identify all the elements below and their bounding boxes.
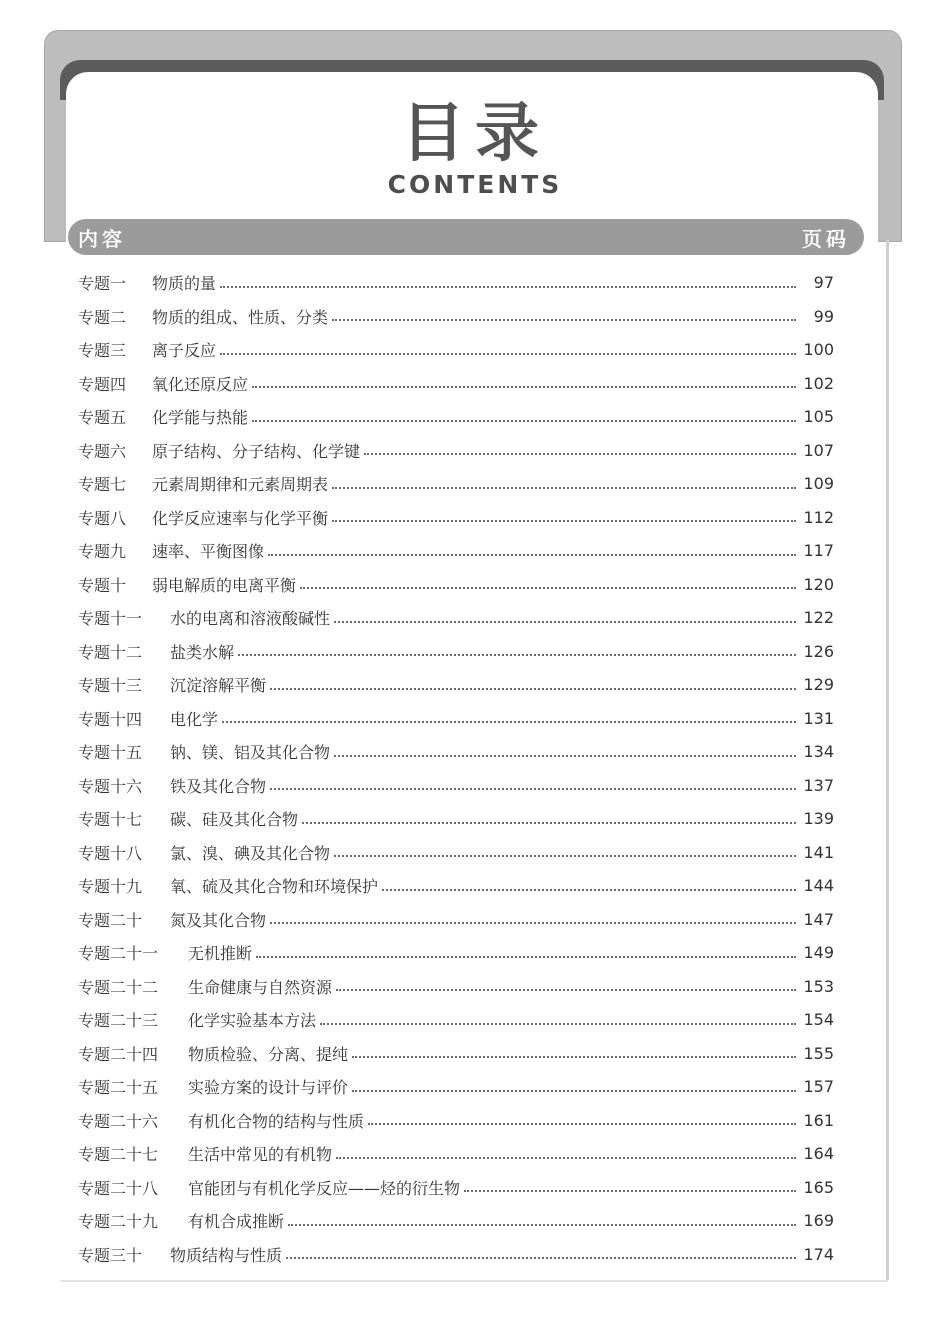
toc-entry-page: 109 (803, 474, 834, 494)
toc-entry[interactable] (78, 1238, 834, 1272)
right-edge-line (886, 240, 889, 1280)
toc-entry-title: 生命健康与自然资源 (188, 977, 333, 997)
dot-leader (352, 1090, 796, 1092)
toc-entry-page: 141 (803, 842, 834, 862)
bottom-edge-line (60, 1280, 888, 1282)
toc-entry-number: 专题二十六 (78, 1111, 159, 1131)
toc-entry-page: 117 (803, 541, 834, 561)
dot-leader (332, 520, 796, 522)
toc-entry-page: 126 (803, 641, 834, 661)
toc-entry[interactable] (78, 1171, 834, 1205)
dot-leader (270, 688, 796, 690)
toc-entry-number: 专题三 (78, 341, 127, 361)
toc-entry-page: 174 (803, 1244, 834, 1264)
toc-entry[interactable] (78, 400, 834, 434)
toc-entry-page: 137 (803, 775, 834, 795)
toc-entry-title: 有机合成推断 (188, 1212, 285, 1232)
toc-entry-number: 专题十五 (78, 743, 143, 763)
toc-entry-number: 专题二十五 (78, 1078, 159, 1098)
toc-entry-page: 153 (803, 976, 834, 996)
toc-entry[interactable] (78, 836, 834, 870)
dot-leader (334, 755, 796, 757)
header-content-label: 内容 (78, 226, 126, 251)
toc-entry-title: 碳、硅及其化合物 (170, 810, 299, 830)
toc-entry-number: 专题十 (78, 575, 127, 595)
toc-entry-title: 化学实验基本方法 (188, 1011, 317, 1031)
toc-entry-number: 专题七 (78, 475, 127, 495)
toc-entry-title: 物质的组成、性质、分类 (152, 307, 329, 327)
dot-leader (464, 1190, 796, 1192)
toc-entry-number: 专题十四 (78, 709, 143, 729)
toc-entry-title: 原子结构、分子结构、化学键 (152, 441, 361, 461)
toc-entry-number: 专题十六 (78, 776, 143, 796)
toc-entry-title: 化学能与热能 (152, 408, 249, 428)
toc-entry-page: 169 (803, 1211, 834, 1231)
dot-leader (382, 889, 796, 891)
toc-entry-page: 149 (803, 943, 834, 963)
toc-entry-number: 专题二十一 (78, 944, 159, 964)
toc-entry-title: 有机化合物的结构与性质 (188, 1111, 365, 1131)
dot-leader (336, 989, 796, 991)
toc-entry-page: 144 (803, 876, 834, 896)
toc-entry[interactable] (78, 601, 834, 635)
toc-entry[interactable] (78, 467, 834, 501)
toc-entry-title: 电化学 (170, 709, 219, 729)
toc-entry-title: 官能团与有机化学反应——烃的衍生物 (188, 1178, 461, 1198)
toc-entry[interactable] (78, 635, 834, 669)
toc-entry-title: 弱电解质的电离平衡 (152, 575, 297, 595)
toc-entry-number: 专题十九 (78, 877, 143, 897)
toc-entry-number: 专题十一 (78, 609, 143, 629)
dot-leader (270, 922, 796, 924)
toc-entry-page: 134 (803, 742, 834, 762)
toc-entry[interactable] (78, 1204, 834, 1238)
toc-entry-page: 129 (803, 675, 834, 695)
toc-entry-number: 专题一 (78, 274, 127, 294)
toc-entry-number: 专题四 (78, 374, 127, 394)
toc-entry-number: 专题八 (78, 508, 127, 528)
toc-entry-number: 专题二十七 (78, 1145, 159, 1165)
toc-entry-number: 专题二 (78, 307, 127, 327)
toc-entry-title: 铁及其化合物 (170, 776, 267, 796)
toc-entry[interactable] (78, 501, 834, 535)
toc-entry-number: 专题三十 (78, 1245, 143, 1265)
dot-leader (302, 822, 796, 824)
toc-entry-title: 氮及其化合物 (170, 910, 267, 930)
title-block (0, 98, 950, 200)
toc-entry-title: 盐类水解 (170, 642, 235, 662)
dot-leader (368, 1123, 796, 1125)
toc-entry-title: 氧、硫及其化合物和环境保护 (170, 877, 379, 897)
toc-entry-title: 生活中常见的有机物 (188, 1145, 333, 1165)
table-of-contents (78, 266, 834, 1271)
dot-leader (268, 554, 796, 556)
toc-entry[interactable] (78, 266, 834, 300)
toc-entry[interactable] (78, 735, 834, 769)
toc-entry[interactable] (78, 903, 834, 937)
toc-entry[interactable] (78, 434, 834, 468)
toc-entry-page: 112 (803, 507, 834, 527)
toc-entry-number: 专题九 (78, 542, 127, 562)
toc-entry[interactable] (78, 970, 834, 1004)
dot-leader (334, 855, 796, 857)
dot-leader (336, 1157, 796, 1159)
toc-header-bar (68, 219, 864, 255)
header-page-label: 页码 (802, 226, 850, 251)
toc-entry-title: 物质的量 (152, 274, 217, 294)
toc-entry-page: 147 (803, 909, 834, 929)
toc-entry[interactable] (78, 300, 834, 334)
toc-entry[interactable] (78, 936, 834, 970)
toc-entry-title: 物质检验、分离、提纯 (188, 1044, 349, 1064)
toc-entry-page: 157 (803, 1077, 834, 1097)
dot-leader (364, 453, 796, 455)
toc-entry-page: 122 (803, 608, 834, 628)
toc-entry-number: 专题五 (78, 408, 127, 428)
dot-leader (286, 1257, 796, 1259)
dot-leader (352, 1056, 796, 1058)
dot-leader (300, 587, 796, 589)
toc-entry-title: 速率、平衡图像 (152, 542, 265, 562)
toc-entry-title: 物质结构与性质 (170, 1245, 283, 1265)
toc-entry[interactable] (78, 702, 834, 736)
dot-leader (222, 721, 796, 723)
dot-leader (220, 286, 796, 288)
toc-entry-title: 水的电离和溶液酸碱性 (170, 609, 331, 629)
toc-entry-page: 105 (803, 407, 834, 427)
toc-entry-title: 氯、溴、碘及其化合物 (170, 843, 331, 863)
toc-entry-title: 氧化还原反应 (152, 374, 249, 394)
dot-leader (252, 420, 796, 422)
dot-leader (320, 1023, 796, 1025)
toc-entry[interactable] (78, 1104, 834, 1138)
dot-leader (334, 621, 796, 623)
toc-entry-number: 专题二十二 (78, 977, 159, 997)
dot-leader (332, 319, 796, 321)
toc-entry-page: 131 (803, 708, 834, 728)
toc-entry-page: 102 (803, 373, 834, 393)
toc-entry-number: 专题二十四 (78, 1044, 159, 1064)
toc-entry-page: 161 (803, 1110, 834, 1130)
toc-entry-title: 元素周期律和元素周期表 (152, 475, 329, 495)
toc-entry-number: 专题六 (78, 441, 127, 461)
toc-entry-title: 钠、镁、铝及其化合物 (170, 743, 331, 763)
dot-leader (270, 788, 796, 790)
dot-leader (252, 386, 796, 388)
dot-leader (256, 956, 796, 958)
toc-entry[interactable] (78, 668, 834, 702)
toc-entry[interactable] (78, 1003, 834, 1037)
toc-entry-page: 97 (813, 273, 834, 293)
toc-entry-number: 专题二十 (78, 910, 143, 930)
toc-entry-title: 沉淀溶解平衡 (170, 676, 267, 696)
toc-entry-page: 120 (803, 574, 834, 594)
toc-entry-title: 无机推断 (188, 944, 253, 964)
toc-entry-number: 专题二十三 (78, 1011, 159, 1031)
toc-entry[interactable] (78, 568, 834, 602)
dot-leader (288, 1224, 796, 1226)
toc-entry[interactable] (78, 769, 834, 803)
toc-entry[interactable] (78, 802, 834, 836)
dot-leader (332, 487, 796, 489)
toc-entry[interactable] (78, 1037, 834, 1071)
toc-entry-page: 107 (803, 440, 834, 460)
toc-entry[interactable] (78, 1070, 834, 1104)
page-subtitle: CONTENTS (387, 170, 563, 199)
toc-entry-number: 专题十八 (78, 843, 143, 863)
toc-entry-number: 专题十三 (78, 676, 143, 696)
toc-entry-title: 化学反应速率与化学平衡 (152, 508, 329, 528)
toc-entry-page: 164 (803, 1144, 834, 1164)
toc-entry-number: 专题二十八 (78, 1178, 159, 1198)
toc-entry-page: 154 (803, 1010, 834, 1030)
toc-entry-page: 139 (803, 809, 834, 829)
toc-entry-number: 专题十二 (78, 642, 143, 662)
toc-entry[interactable] (78, 534, 834, 568)
toc-entry-title: 离子反应 (152, 341, 217, 361)
dot-leader (220, 353, 796, 355)
page-title: 目录 (401, 97, 549, 171)
toc-entry-page: 100 (803, 340, 834, 360)
toc-entry[interactable] (78, 367, 834, 401)
toc-entry-page: 155 (803, 1043, 834, 1063)
toc-entry-number: 专题二十九 (78, 1212, 159, 1232)
toc-entry-title: 实验方案的设计与评价 (188, 1078, 349, 1098)
toc-entry-number: 专题十七 (78, 810, 143, 830)
toc-entry-page: 99 (813, 306, 834, 326)
toc-entry[interactable] (78, 333, 834, 367)
toc-entry[interactable] (78, 869, 834, 903)
toc-entry-page: 165 (803, 1177, 834, 1197)
toc-entry[interactable] (78, 1137, 834, 1171)
dot-leader (238, 654, 796, 656)
